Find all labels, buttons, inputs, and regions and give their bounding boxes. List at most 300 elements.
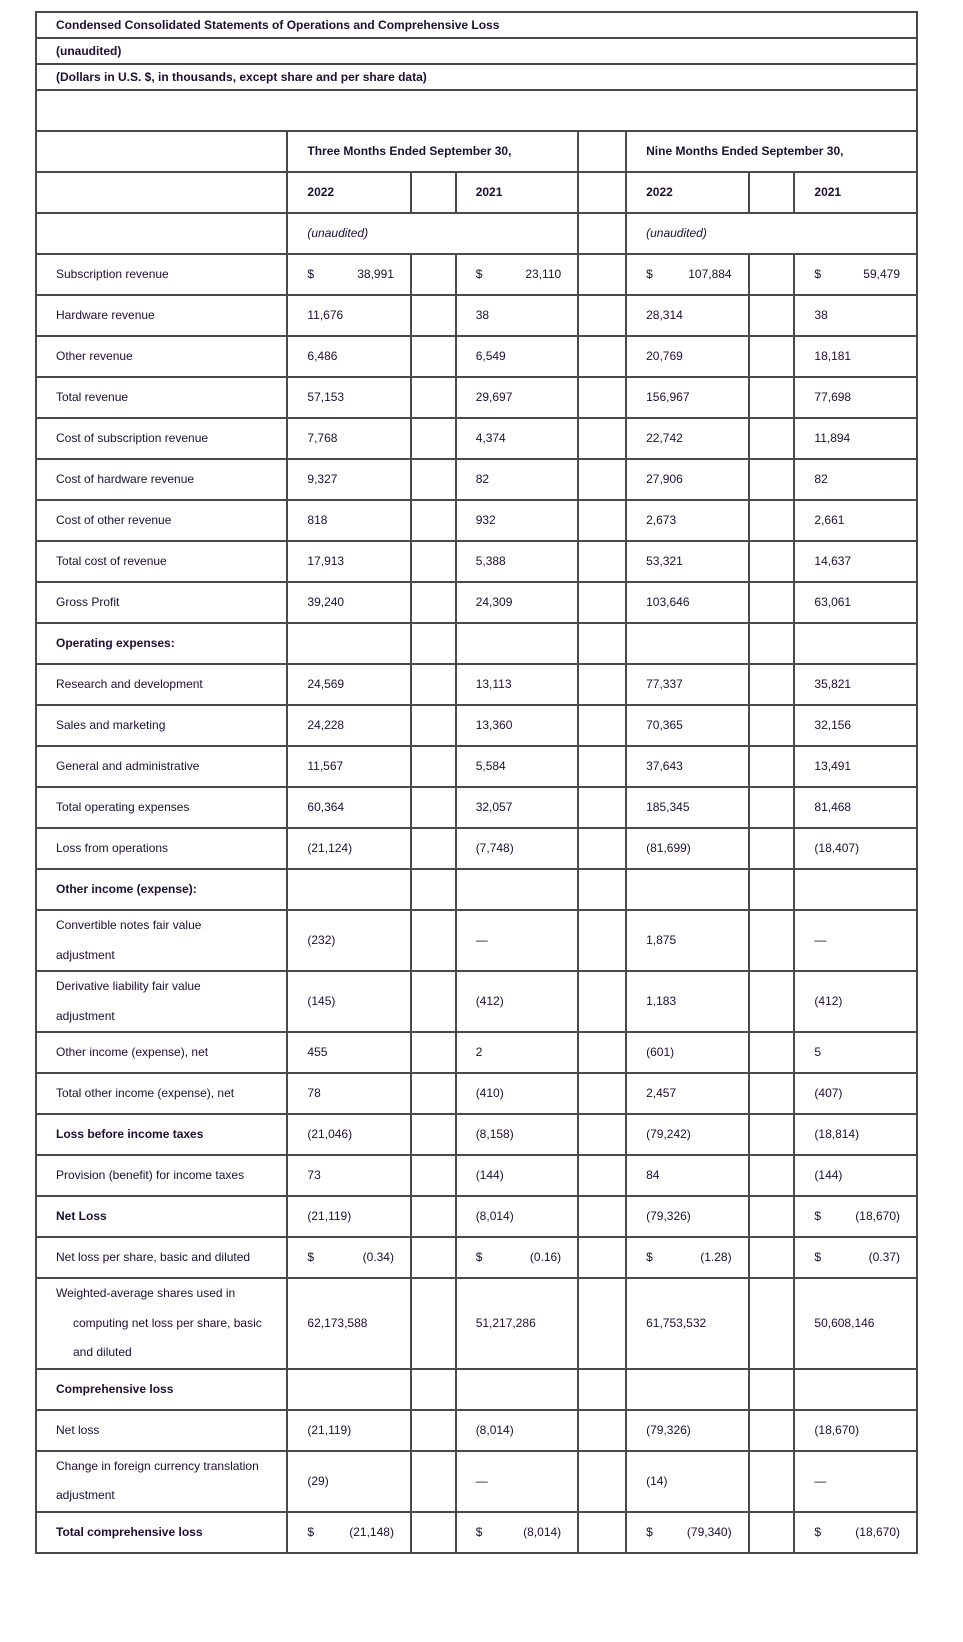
year-header: 2022	[626, 172, 749, 213]
table-row	[36, 910, 917, 971]
row-label: Net loss per share, basic and diluted	[36, 1237, 287, 1278]
row-value: 57,153	[287, 377, 411, 418]
row-value: 82	[456, 459, 579, 500]
row-value: 27,906	[626, 459, 749, 500]
row-label: Hardware revenue	[36, 295, 287, 336]
column-gap	[749, 623, 795, 664]
row-value: (232)	[287, 910, 411, 971]
row-value: 50,608,146	[794, 1278, 917, 1369]
column-gap	[749, 1410, 795, 1451]
row-value: 38	[794, 295, 917, 336]
row-value: 17,913	[287, 541, 411, 582]
table-row	[36, 787, 917, 828]
column-gap	[411, 787, 456, 828]
row-value: 6,549	[456, 336, 579, 377]
row-value: 5	[794, 1032, 917, 1073]
column-gap	[749, 787, 795, 828]
table-row	[36, 746, 917, 787]
row-value	[626, 1369, 749, 1410]
table-row	[36, 418, 917, 459]
row-value: (79,242)	[626, 1114, 749, 1155]
row-label: Cost of subscription revenue	[36, 418, 287, 459]
row-value: 51,217,286	[456, 1278, 579, 1369]
column-gap	[578, 1278, 626, 1369]
row-value: 6,486	[287, 336, 411, 377]
row-value: 5,584	[456, 746, 579, 787]
row-value-number: (18,670)	[855, 1209, 900, 1223]
row-value: 156,967	[626, 377, 749, 418]
row-value: —	[794, 910, 917, 971]
spacer-row	[36, 90, 917, 131]
year-gap	[411, 172, 456, 213]
row-value	[626, 1237, 749, 1278]
column-gap	[749, 1451, 795, 1512]
row-value: 35,821	[794, 664, 917, 705]
column-gap	[578, 1369, 626, 1410]
row-value: 62,173,588	[287, 1278, 411, 1369]
row-label: Operating expenses:	[36, 623, 287, 664]
row-value: 77,337	[626, 664, 749, 705]
column-gap	[578, 705, 626, 746]
row-value: 38	[456, 295, 579, 336]
table-row	[36, 295, 917, 336]
table-row	[36, 336, 917, 377]
row-value: (144)	[456, 1155, 579, 1196]
row-value	[456, 254, 579, 295]
column-gap	[749, 500, 795, 541]
row-value	[794, 1237, 917, 1278]
column-gap	[411, 1114, 456, 1155]
row-value: 60,364	[287, 787, 411, 828]
row-value	[626, 1512, 749, 1553]
row-value: (81,699)	[626, 828, 749, 869]
row-value: (29)	[287, 1451, 411, 1512]
unaudited-blank	[36, 213, 287, 254]
row-value-number: (0.16)	[529, 1250, 562, 1264]
row-value: 37,643	[626, 746, 749, 787]
row-label: Cost of hardware revenue	[36, 459, 287, 500]
column-gap	[749, 664, 795, 705]
table-row	[36, 582, 917, 623]
column-gap	[411, 336, 456, 377]
row-value-number: (21,148)	[349, 1524, 394, 1539]
row-value: (18,814)	[794, 1114, 917, 1155]
column-gap	[411, 1237, 456, 1278]
row-label: Provision (benefit) for income taxes	[36, 1155, 287, 1196]
row-label: General and administrative	[36, 746, 287, 787]
row-value: 13,113	[456, 664, 579, 705]
year-header: 2022	[287, 172, 411, 213]
table-row	[36, 1451, 917, 1512]
table-row	[36, 377, 917, 418]
column-gap	[578, 910, 626, 971]
column-gap	[411, 828, 456, 869]
header-gap	[578, 131, 626, 172]
dollar-sign: $	[814, 1209, 822, 1223]
row-value: 2,457	[626, 1073, 749, 1114]
column-gap	[749, 254, 795, 295]
row-value: 11,676	[287, 295, 411, 336]
column-gap	[578, 1410, 626, 1451]
row-value: (412)	[456, 971, 579, 1032]
row-value: 61,753,532	[626, 1278, 749, 1369]
dollar-sign: $	[646, 1524, 653, 1539]
column-gap	[578, 336, 626, 377]
row-value: (21,046)	[287, 1114, 411, 1155]
table-row	[36, 1369, 917, 1410]
row-value: 13,360	[456, 705, 579, 746]
row-label: Total cost of revenue	[36, 541, 287, 582]
table-row	[36, 254, 917, 295]
row-value	[794, 1369, 917, 1410]
row-value: —	[456, 910, 579, 971]
table-row	[36, 828, 917, 869]
dollar-sign: $	[814, 267, 822, 281]
column-gap	[411, 1073, 456, 1114]
column-gap	[411, 1155, 456, 1196]
row-label: Total revenue	[36, 377, 287, 418]
table-row	[36, 500, 917, 541]
row-value: 2,661	[794, 500, 917, 541]
column-gap	[411, 1512, 456, 1553]
row-value: 1,875	[626, 910, 749, 971]
row-value: 103,646	[626, 582, 749, 623]
dollar-sign: $	[475, 1250, 483, 1264]
column-gap	[578, 746, 626, 787]
dollar-sign: $	[307, 1250, 315, 1264]
column-gap	[411, 418, 456, 459]
table-row	[36, 541, 917, 582]
row-label	[36, 1278, 287, 1369]
row-label-line: Derivative liability fair value	[56, 979, 201, 993]
row-value: (8,014)	[456, 1196, 579, 1237]
row-label	[36, 971, 287, 1032]
dollar-sign: $	[475, 1524, 483, 1539]
column-gap	[411, 582, 456, 623]
row-label-line: computing net loss per share, basic	[73, 1315, 262, 1330]
column-gap	[578, 971, 626, 1032]
row-value: 77,698	[794, 377, 917, 418]
row-label: Other income (expense):	[36, 869, 287, 910]
row-value	[794, 1196, 917, 1237]
row-label: Loss before income taxes	[36, 1114, 287, 1155]
column-gap	[411, 1032, 456, 1073]
column-gap	[578, 418, 626, 459]
column-gap	[578, 459, 626, 500]
row-value: 818	[287, 500, 411, 541]
column-gap	[411, 541, 456, 582]
column-gap	[749, 1369, 795, 1410]
row-value: 11,894	[794, 418, 917, 459]
row-value: 78	[287, 1073, 411, 1114]
row-label: Loss from operations	[36, 828, 287, 869]
row-value: (144)	[794, 1155, 917, 1196]
column-gap	[749, 336, 795, 377]
column-gap	[749, 582, 795, 623]
statement-title: Condensed Consolidated Statements of Operations and Comprehensive Loss	[36, 12, 917, 38]
column-gap	[411, 910, 456, 971]
column-gap	[578, 1512, 626, 1553]
year-blank	[36, 172, 287, 213]
row-value: 70,365	[626, 705, 749, 746]
row-value: 455	[287, 1032, 411, 1073]
row-value: 932	[456, 500, 579, 541]
table-row	[36, 869, 917, 910]
year-gap	[749, 172, 795, 213]
column-gap	[749, 1114, 795, 1155]
row-label	[36, 910, 287, 971]
column-gap	[749, 828, 795, 869]
column-gap	[411, 459, 456, 500]
table-row	[36, 1032, 917, 1073]
column-gap	[578, 623, 626, 664]
table-row	[36, 1410, 917, 1451]
column-gap	[578, 1114, 626, 1155]
row-value: 5,388	[456, 541, 579, 582]
column-gap	[749, 295, 795, 336]
row-label: Sales and marketing	[36, 705, 287, 746]
column-gap	[749, 377, 795, 418]
row-value: (18,407)	[794, 828, 917, 869]
column-gap	[578, 377, 626, 418]
table-row	[36, 664, 917, 705]
column-gap	[749, 1278, 795, 1369]
column-gap	[411, 705, 456, 746]
row-value: 63,061	[794, 582, 917, 623]
row-value: 32,057	[456, 787, 579, 828]
row-label: Total operating expenses	[36, 787, 287, 828]
row-value: (79,326)	[626, 1410, 749, 1451]
column-gap	[749, 1032, 795, 1073]
column-gap	[749, 541, 795, 582]
row-value	[287, 1369, 411, 1410]
dollar-sign: $	[814, 1524, 822, 1539]
row-value: 82	[794, 459, 917, 500]
column-gap	[749, 1073, 795, 1114]
row-value: 84	[626, 1155, 749, 1196]
column-gap	[411, 1278, 456, 1369]
statement-table	[35, 11, 918, 1554]
row-value	[287, 254, 411, 295]
row-label	[36, 1451, 287, 1512]
row-value: (21,124)	[287, 828, 411, 869]
row-value: 29,697	[456, 377, 579, 418]
row-value: 7,768	[287, 418, 411, 459]
row-label: Subscription revenue	[36, 254, 287, 295]
year-gap	[578, 172, 626, 213]
row-value-number: (79,340)	[686, 1524, 732, 1539]
unaudited-gap	[578, 213, 626, 254]
row-value: (412)	[794, 971, 917, 1032]
table-row	[36, 1237, 917, 1278]
table-row	[36, 971, 917, 1032]
column-gap	[411, 377, 456, 418]
column-gap	[749, 1155, 795, 1196]
row-value	[456, 1512, 579, 1553]
row-value: 22,742	[626, 418, 749, 459]
column-gap	[578, 254, 626, 295]
dollar-sign: $	[475, 267, 483, 281]
column-gap	[749, 1196, 795, 1237]
row-value	[626, 254, 749, 295]
column-gap	[578, 500, 626, 541]
row-value	[794, 623, 917, 664]
column-gap	[411, 869, 456, 910]
row-value-number: 107,884	[688, 267, 732, 281]
column-gap	[411, 500, 456, 541]
row-value: 185,345	[626, 787, 749, 828]
row-value: (21,119)	[287, 1196, 411, 1237]
row-value	[287, 1512, 411, 1553]
row-label-line: adjustment	[56, 1488, 115, 1502]
column-gap	[411, 1451, 456, 1512]
row-label-line: adjustment	[56, 1008, 115, 1023]
row-value	[456, 1237, 579, 1278]
row-value	[626, 869, 749, 910]
row-value: 39,240	[287, 582, 411, 623]
column-gap	[411, 971, 456, 1032]
row-value: 14,637	[794, 541, 917, 582]
row-label: Net loss	[36, 1410, 287, 1451]
table-row	[36, 1512, 917, 1553]
row-label-line: adjustment	[56, 947, 115, 962]
row-value: 81,468	[794, 787, 917, 828]
column-gap	[578, 828, 626, 869]
row-value: 2	[456, 1032, 579, 1073]
table-row	[36, 1114, 917, 1155]
column-gap	[578, 582, 626, 623]
unaudited-label: (unaudited)	[287, 213, 578, 254]
column-gap	[578, 664, 626, 705]
row-value: —	[456, 1451, 579, 1512]
column-gap	[411, 1196, 456, 1237]
statement-subtitle: (unaudited)	[36, 38, 917, 64]
row-label-line: Change in foreign currency translation	[56, 1458, 259, 1473]
row-value: 13,491	[794, 746, 917, 787]
row-label-line: Convertible notes fair value	[56, 918, 202, 932]
dollar-sign: $	[307, 267, 315, 281]
column-gap	[411, 295, 456, 336]
column-gap	[411, 1410, 456, 1451]
row-value	[794, 254, 917, 295]
row-value: 24,309	[456, 582, 579, 623]
row-value: (8,014)	[456, 1410, 579, 1451]
table-row	[36, 623, 917, 664]
row-label-line: Weighted-average shares used in	[56, 1286, 236, 1300]
row-value: (410)	[456, 1073, 579, 1114]
table-row	[36, 1073, 917, 1114]
column-gap	[578, 1196, 626, 1237]
row-value: 32,156	[794, 705, 917, 746]
row-label: Comprehensive loss	[36, 1369, 287, 1410]
row-value	[456, 1369, 579, 1410]
row-value: 20,769	[626, 336, 749, 377]
row-value	[626, 623, 749, 664]
year-header: 2021	[456, 172, 579, 213]
row-value	[456, 623, 579, 664]
column-gap	[578, 1237, 626, 1278]
row-value: (601)	[626, 1032, 749, 1073]
row-value: (7,748)	[456, 828, 579, 869]
row-value-number: (18,670)	[855, 1524, 900, 1539]
row-value-number: 23,110	[525, 267, 562, 281]
row-value	[287, 1237, 411, 1278]
column-gap	[749, 746, 795, 787]
row-value: (145)	[287, 971, 411, 1032]
column-gap	[411, 254, 456, 295]
row-label: Other revenue	[36, 336, 287, 377]
table-row	[36, 705, 917, 746]
row-value-number: 59,479	[863, 267, 900, 281]
column-gap	[749, 418, 795, 459]
period-header-nine-months: Nine Months Ended September 30,	[626, 131, 917, 172]
row-value: —	[794, 1451, 917, 1512]
column-gap	[578, 1451, 626, 1512]
row-value-number: 38,991	[357, 267, 394, 281]
column-gap	[749, 971, 795, 1032]
row-label-line: and diluted	[73, 1345, 132, 1359]
period-header-three-months: Three Months Ended September 30,	[287, 131, 578, 172]
row-value	[287, 869, 411, 910]
dollar-sign: $	[646, 1250, 653, 1264]
row-value-number: (0.37)	[868, 1250, 900, 1264]
row-label: Other income (expense), net	[36, 1032, 287, 1073]
column-gap	[749, 910, 795, 971]
row-value: 53,321	[626, 541, 749, 582]
dollar-sign: $	[307, 1524, 315, 1539]
row-value: 24,569	[287, 664, 411, 705]
row-label: Total other income (expense), net	[36, 1073, 287, 1114]
table-row	[36, 1278, 917, 1369]
column-gap	[578, 1073, 626, 1114]
row-label: Total comprehensive loss	[36, 1512, 287, 1553]
row-label: Net Loss	[36, 1196, 287, 1237]
row-value-number: (8,014)	[523, 1524, 562, 1539]
row-label: Cost of other revenue	[36, 500, 287, 541]
row-value: 28,314	[626, 295, 749, 336]
row-value: 11,567	[287, 746, 411, 787]
row-label: Gross Profit	[36, 582, 287, 623]
row-value: (21,119)	[287, 1410, 411, 1451]
row-value: 24,228	[287, 705, 411, 746]
column-gap	[578, 787, 626, 828]
table-row	[36, 1155, 917, 1196]
unaudited-label: (unaudited)	[626, 213, 917, 254]
row-value: (79,326)	[626, 1196, 749, 1237]
row-value-number: (0.34)	[362, 1250, 394, 1264]
column-gap	[578, 1032, 626, 1073]
column-gap	[578, 541, 626, 582]
row-value: 73	[287, 1155, 411, 1196]
year-header: 2021	[794, 172, 917, 213]
row-value	[794, 1512, 917, 1553]
row-value: 9,327	[287, 459, 411, 500]
column-gap	[411, 1369, 456, 1410]
column-gap	[578, 295, 626, 336]
column-gap	[411, 746, 456, 787]
dollar-sign: $	[646, 267, 653, 281]
column-gap	[749, 705, 795, 746]
row-value: (8,158)	[456, 1114, 579, 1155]
dollar-sign: $	[814, 1250, 822, 1264]
row-value	[287, 623, 411, 664]
column-gap	[411, 664, 456, 705]
table-row	[36, 459, 917, 500]
column-gap	[749, 1512, 795, 1553]
column-gap	[411, 623, 456, 664]
column-gap	[749, 1237, 795, 1278]
row-value: (407)	[794, 1073, 917, 1114]
